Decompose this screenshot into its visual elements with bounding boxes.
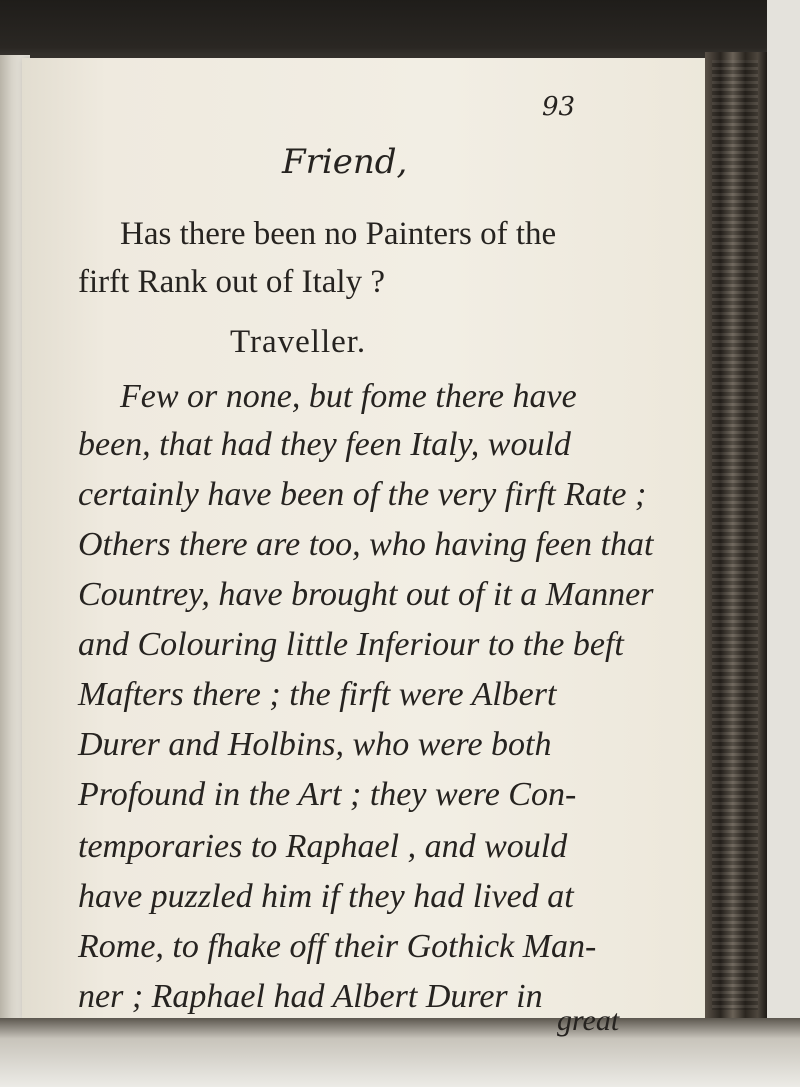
answer-line: Countrey, have brought out of it a Manner bbox=[78, 576, 654, 613]
answer-line: Rome, to fhake off their Gothick Man- bbox=[78, 928, 597, 965]
right-background bbox=[767, 0, 800, 1087]
answer-line: Others there are too, who having feen that bbox=[78, 526, 654, 563]
answer-line: Durer and Holbins, who were both bbox=[78, 726, 552, 763]
bottom-shadow bbox=[0, 1018, 800, 1087]
question-line-2: firft Rank out of Italy ? bbox=[78, 264, 385, 300]
speaker-friend: Friend, bbox=[282, 142, 408, 182]
answer-line: Profound in the Art ; they were Con- bbox=[78, 776, 577, 813]
answer-line: ner ; Raphael had Albert Durer in bbox=[78, 978, 543, 1015]
answer-line: have puzzled him if they had lived at bbox=[78, 878, 574, 915]
answer-line: been, that had they feen Italy, would bbox=[78, 426, 571, 463]
answer-line: Mafters there ; the firft were Albert bbox=[78, 676, 557, 713]
page-number: 93 bbox=[542, 92, 576, 122]
page-text bbox=[22, 58, 722, 1037]
answer-line: Few or none, but fome there have bbox=[120, 378, 577, 415]
answer-line: and Colouring little Inferiour to the beft bbox=[78, 626, 624, 663]
answer-line: certainly have been of the very firft Rate ; bbox=[78, 476, 647, 513]
answer-line: temporaries to Raphael , and would bbox=[78, 828, 568, 865]
catchword: great bbox=[557, 1004, 620, 1037]
speaker-traveller: Traveller. bbox=[230, 324, 367, 360]
question-line-1: Has there been no Painters of the bbox=[120, 216, 557, 252]
